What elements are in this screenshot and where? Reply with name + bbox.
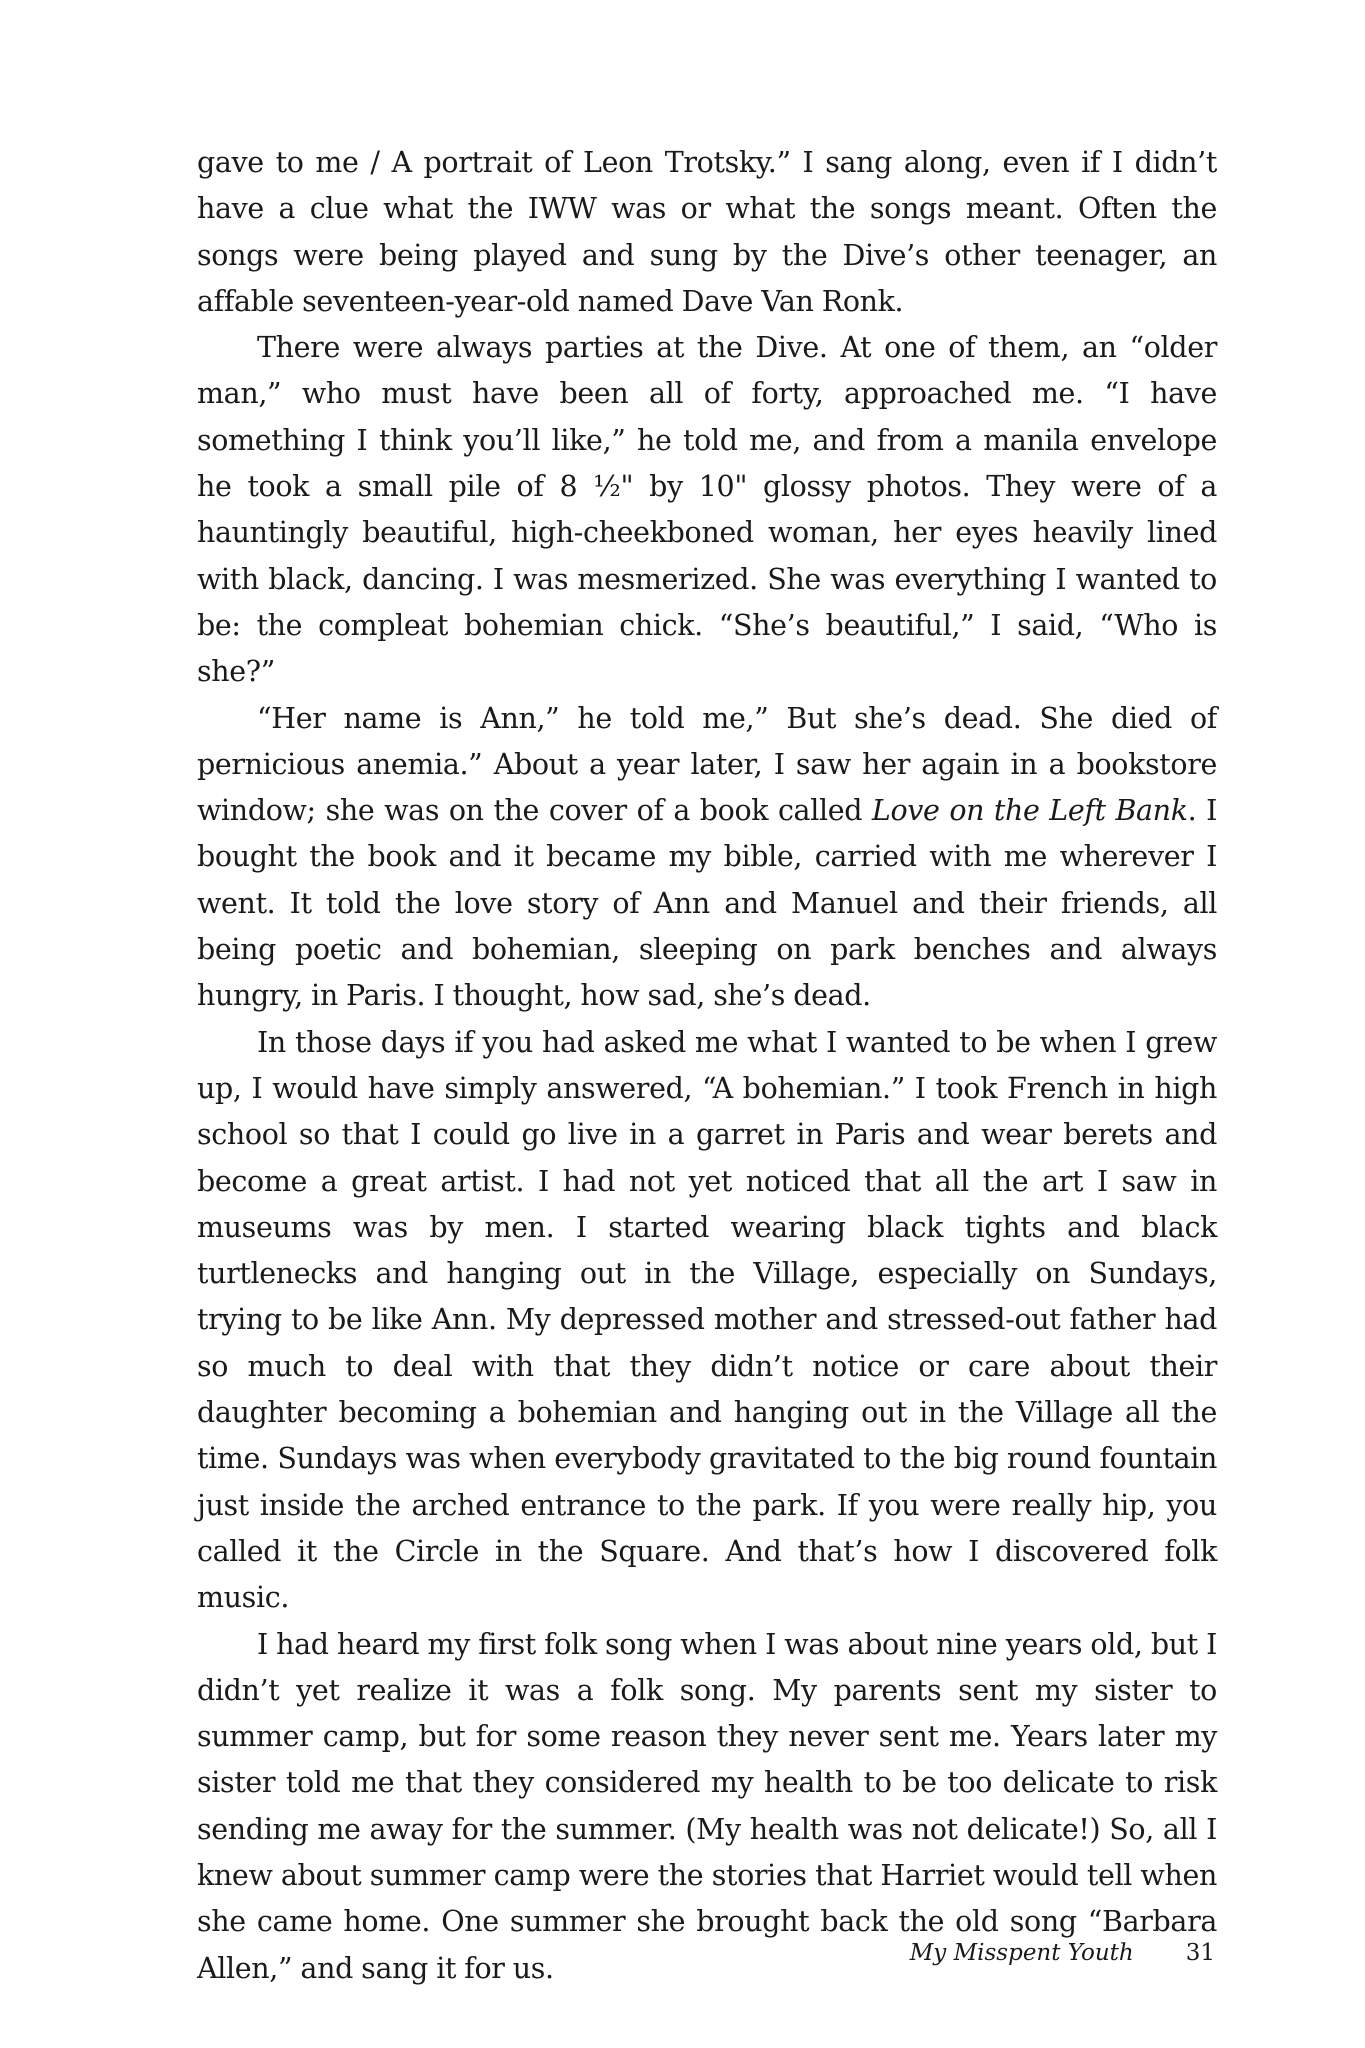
paragraph-5	[197, 1622, 1217, 1992]
paragraph-4-text: In those days if you had asked me what I wanted to be when I grew up, I would have simply answered, “A bohemian.” I took French in high school so that I could go live in a garret in Paris and wear berets and become a great artist. I had not yet noticed that all the art I saw in museums was by men. I started wearing black tights and black turtlenecks and hanging out in the Village, especially on Sundays, trying to be like Ann. My depressed mother and stressed-out father had so much to deal with that they didn’t notice or care about their daughter becoming a bohemian and hanging out in the Village all the time. Sundays was when everybody gravitated to the big round fountain just inside the arched entrance to the park. If you were really hip, you called it the Circle in the Square. And that’s how I discovered folk music.	[197, 1025, 1217, 1615]
paragraph-2-text: There were always parties at the Dive. At one of them, an “older man,” who must have been all of forty, approached me. “I have something I think you’ll like,” he told me, and from a manila envelope he took a small pile of 8 ½" by 10" glossy photos. They were of a hauntingly beautiful, high-cheekboned woman, her eyes heavily lined with black, dancing. I was mesmerized. She was everything I wanted to be: the compleat bohemian chick. “She’s beautiful,” I said, “Who is she?”	[197, 331, 1217, 689]
paragraph-3-text-after: . I bought the book and it became my bible, carried with me wherever I went. It told the love story of Ann and Manuel and their friends, all being poetic and bohemian, sleeping on park benches and always hungry, in Paris. I thought, how sad, she’s dead.	[197, 794, 1218, 1013]
page-footer	[910, 1940, 1215, 1966]
paragraph-1	[197, 140, 1217, 325]
paragraph-3-text-before: “Her name is Ann,” he told me,” But she’s dead. She died of pernicious anemia.” About a year later, I saw her again in a bookstore window; she was on the cover of a book called	[197, 701, 1217, 828]
page-number: 31	[1185, 1940, 1215, 1966]
body-text	[197, 140, 1217, 1992]
paragraph-3	[197, 696, 1217, 1020]
book-title-italic: Love on the Left Bank	[871, 794, 1188, 828]
running-head: My Misspent Youth	[909, 1940, 1134, 1966]
paragraph-2	[197, 325, 1217, 695]
paragraph-4	[197, 1020, 1217, 1622]
paragraph-1-text: gave to me / A portrait of Leon Trotsky.” I sang along, even if I didn’t have a clue what the IWW was or what the songs meant. Often the songs were being played and sung by the Dive’s other teenager, an affable seventeen-year-old named Dave Van Ronk.	[197, 146, 1217, 318]
paragraph-5-text: I had heard my first folk song when I was about nine years old, but I didn’t yet realize it was a folk song. My parents sent my sister to summer camp, but for some reason they never sent me. Years later my sister told me that they considered my health to be too delicate to risk sending me away for the summer. (My health was not delicate!) So, all I knew about summer camp were the stories that Harriet would tell when she came home. One summer she brought back the old song “Barbara Allen,” and sang it for us.	[197, 1627, 1217, 1985]
